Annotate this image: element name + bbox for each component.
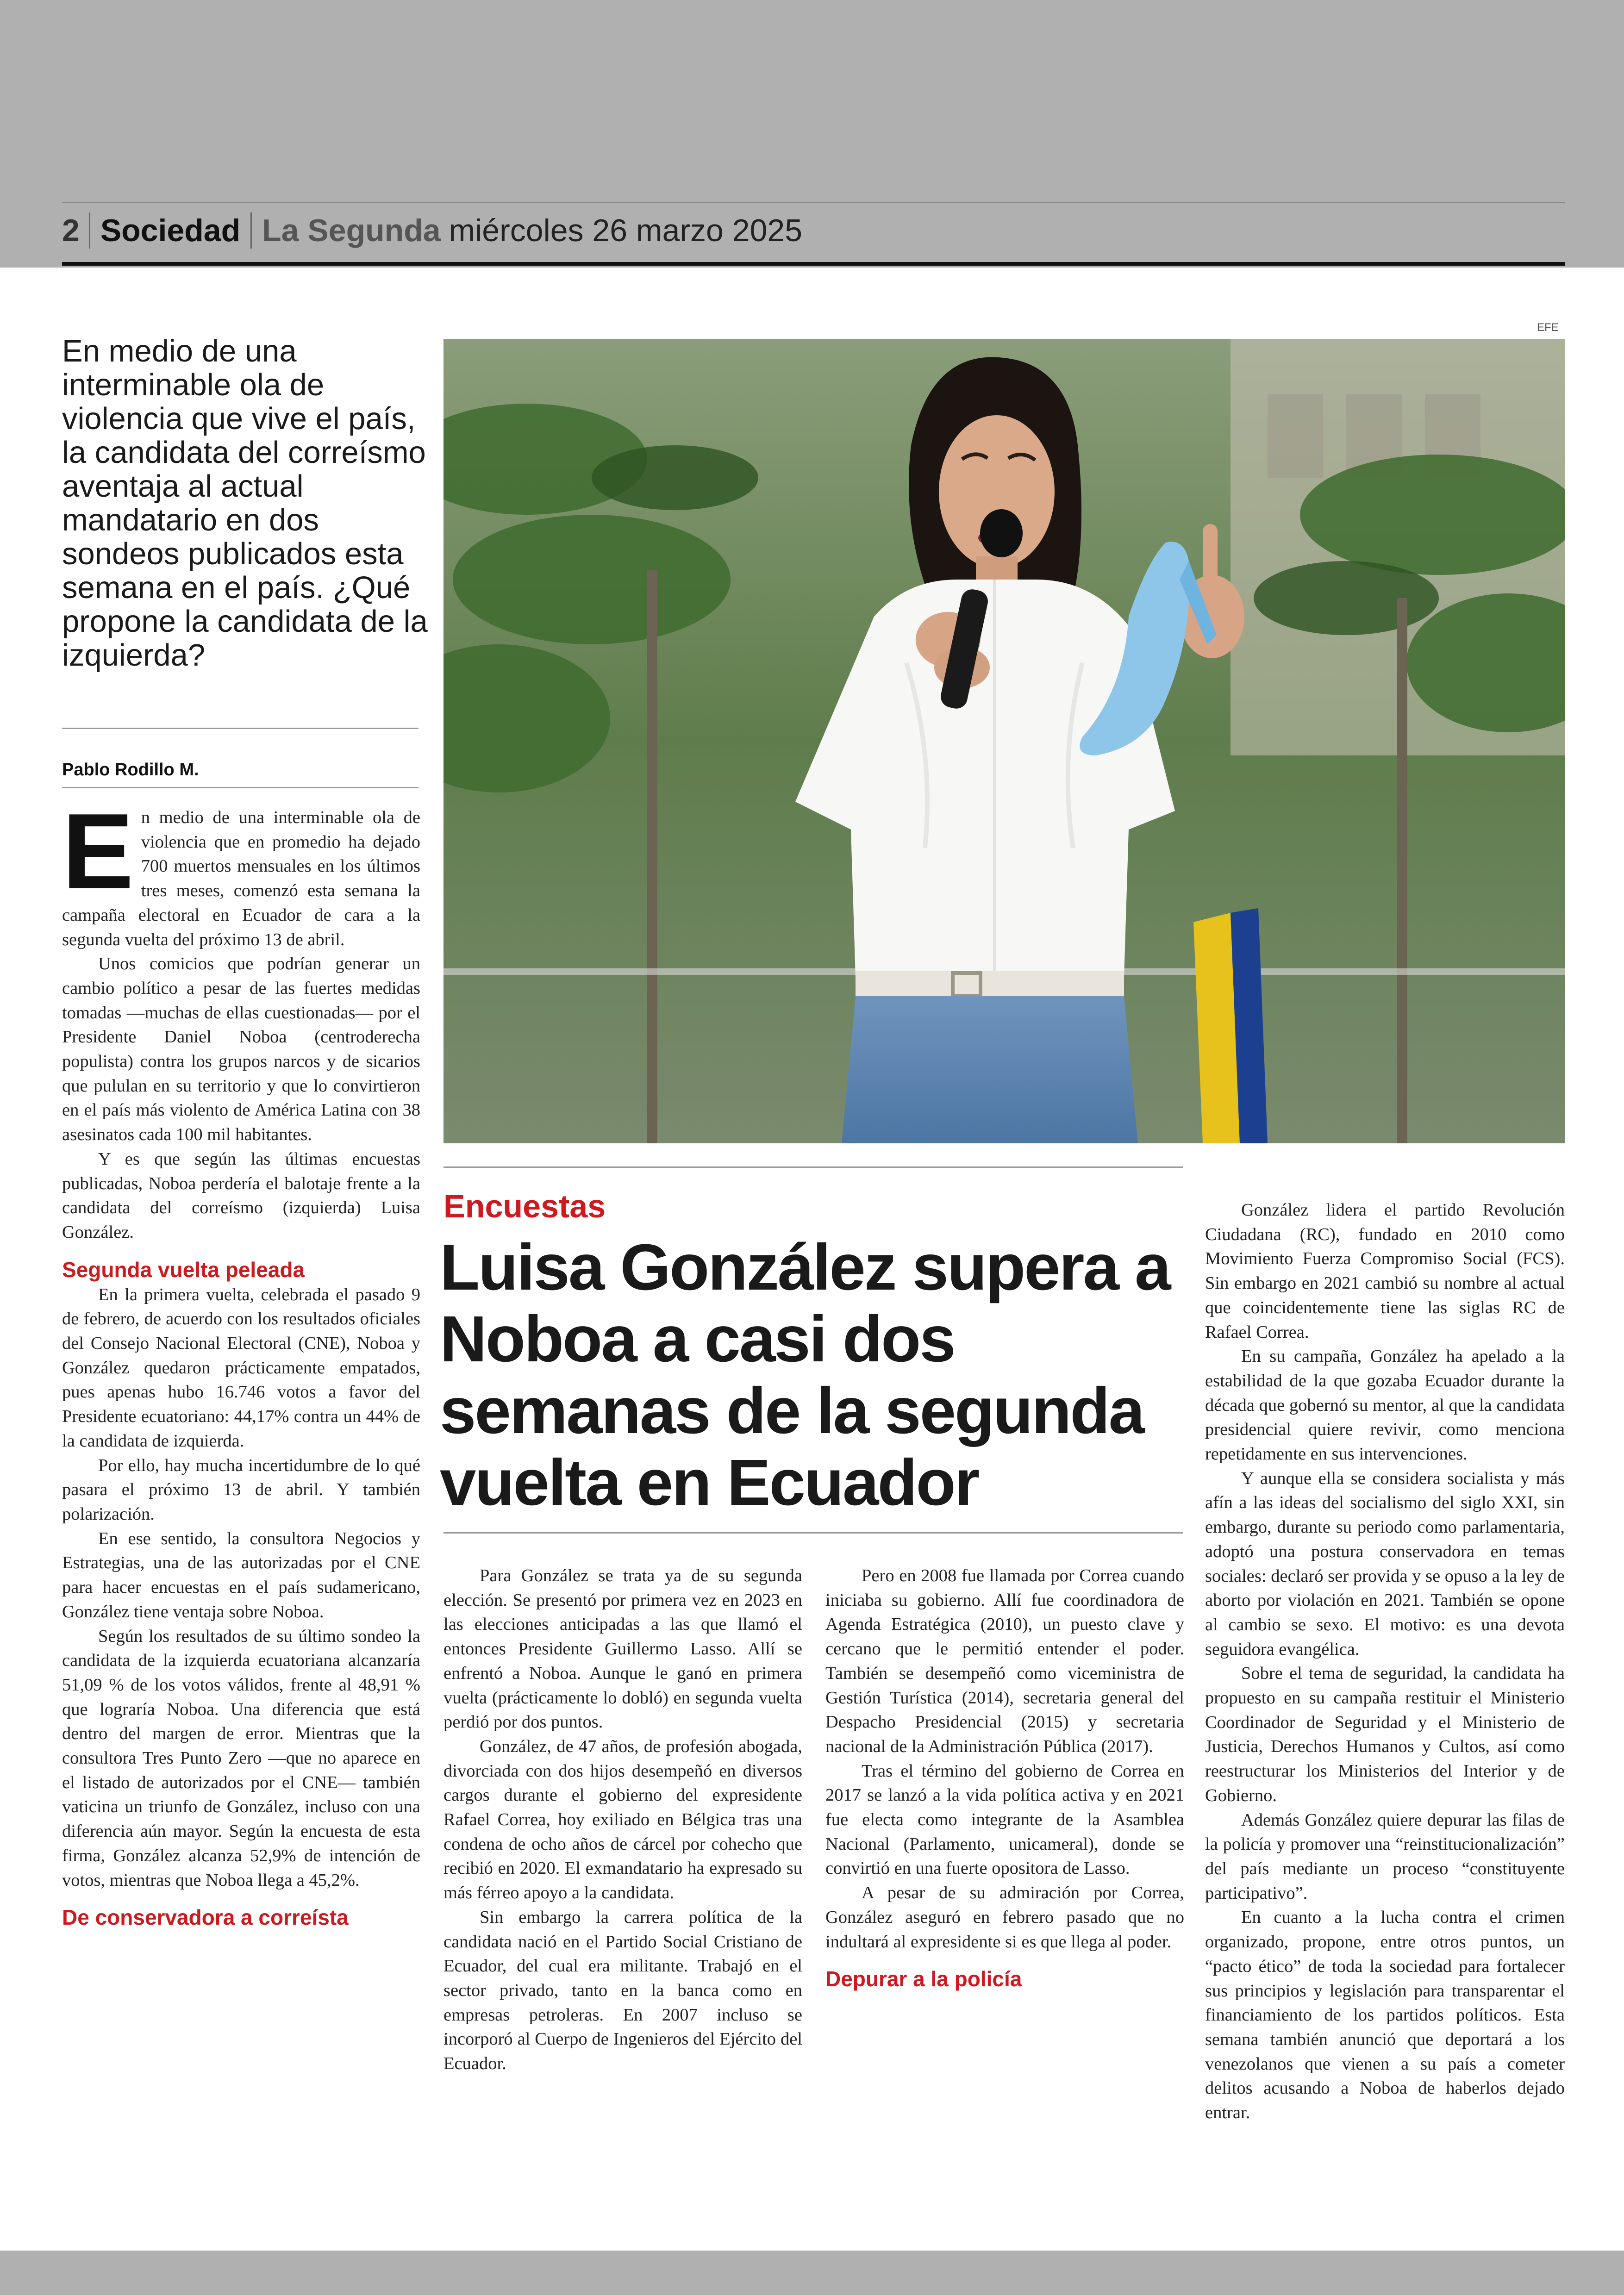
- header-top-rule: [62, 202, 1565, 203]
- issue-date: miércoles 26 marzo 2025: [449, 213, 803, 248]
- section-name: Sociedad: [90, 212, 252, 249]
- photo-credit: EFE: [1537, 321, 1559, 334]
- body-paragraph: En la primera vuelta, celebrada el pasado 9 de febrero, de acuerdo con los resultados oficiales del Consejo Nacional Electoral (CNE), Noboa y González quedaron prácticamente empatados, pues apenas hubo 16.746 votos a favor del Presidente ecuatoriano: 44,17% contra un 44% de la candidata de izquierda.: [62, 1285, 420, 1451]
- body-paragraph: Además González quiere depurar las filas de la policía y promover una “reinstitucionalización” del país mediante un proceso “constituyente participativo”.: [1205, 1810, 1565, 1903]
- byline: Pablo Rodillo M.: [62, 760, 199, 780]
- body-column-2: [443, 1564, 802, 2076]
- page-number: 2: [62, 212, 90, 249]
- headline: Luisa González supera a Noboa a casi dos semanas de la segunda vuelta en Ecuador: [440, 1230, 1170, 1519]
- body-paragraph: González, de 47 años, de profesión abogada, divorciada con dos hijos desempeñó en diversos cargos durante el gobierno del expresidente Rafael Correa, hoy exiliado en Bélgica tras una condena de ocho años de cárcel por cohecho que recibió en 2020. El exmandatario ha expresado su más férreo apoyo a la candidata.: [443, 1736, 802, 1903]
- body-paragraph: González lidera el partido Revolución Ciudadana (RC), fundado en 2010 como Movimiento Fuerza Compromiso Social (FCS). Sin embargo en 2021 cambió su nombre al actual que coincidentemente tiene las siglas RC de Rafael Correa.: [1205, 1200, 1565, 1342]
- body-column-1: [62, 792, 420, 1930]
- body-paragraph: Y aunque ella se considera socialista y más afín a las ideas del socialismo del siglo XXI, sin embargo, durante su periodo como parlamentaria, adoptó una postura conservadora en temas sociales: declaró ser provida y se opuso a la ley de aborto por violación en 2021. También se opone al cambio se sexo. El motivo: es una devota seguidora evangélica.: [1205, 1468, 1565, 1659]
- byline-rule: [62, 787, 418, 788]
- body-paragraph: En cuanto a la lucha contra el crimen organizado, propone, entre otros puntos, un “pacto ético” de toda la sociedad para fortalecer sus principios y legislación para transparentar el financiamiento de los partidos políticos. Esta semana también anunció que deportará a los venezolanos que vienen a su país a cometer delitos acusando a Noboa de haberlos dejado entrar.: [1205, 1908, 1565, 2123]
- page-header: [62, 208, 802, 253]
- lead-paragraph: En medio de una interminable ola de violencia que vive el país, la candidata del correísmo aventaja al actual mandatario en dos sondeos publicados esta semana en el país. ¿Qué propone la candidata de la izquierda?: [62, 334, 428, 673]
- bottom-margin-band: [0, 2251, 1624, 2295]
- lead-rule: [62, 728, 418, 729]
- body-paragraph: n medio de una interminable ola de violencia que en promedio ha dejado 700 muertos mensuales en los últimos tres meses, comenzó esta semana la campaña electoral en Ecuador de cara a la segunda vuelta del próximo 13 de abril.: [62, 808, 420, 949]
- body-column-3: [825, 1564, 1184, 1992]
- photo-bottom-rule: [443, 1166, 1183, 1168]
- body-paragraph: Tras el término del gobierno de Correa en 2017 se lanzó a la vida política activa y en 2021 fue electa como integrante de la Asamblea Nacional (Parlamento, unicameral), donde se convirtió en una fuerte opositora de Lasso.: [825, 1761, 1184, 1878]
- body-paragraph: En ese sentido, la consultora Negocios y Estrategias, una de las autorizadas por el CNE para hacer encuestas en el país sudamericano, González tiene ventaja sobre Noboa.: [62, 1528, 420, 1621]
- headline-rule: [443, 1532, 1183, 1534]
- article-photo: [443, 339, 1565, 1143]
- body-paragraph: Sobre el tema de seguridad, la candidata ha propuesto en su campaña restituir el Ministerio Coordinador de Seguridad y el Ministerio de Justicia, Derechos Humanos y Cultos, así como reestructurar los Ministerios del Interior y de Gobierno.: [1205, 1664, 1565, 1805]
- subheading: Depurar a la policía: [825, 1967, 1022, 1991]
- subheading: Segunda vuelta peleada: [62, 1257, 305, 1282]
- body-paragraph: Según los resultados de su último sondeo la candidata de la izquierda ecuatoriana alcanzaría 51,09 % de los votos válidos, frente al 48,91 % que lograría Noboa. Una diferencia que está dentro del margen de error. Mientras que la consultora Tres Punto Zero —que no aparece en el listado de autorizados por el CNE— también vaticina un triunfo de González, incluso con una diferencia aún mayor. Según la encuesta de esta firma, González alcanza 52,9% de intención de votos, mientras que Noboa llega a 45,2%.: [62, 1626, 420, 1890]
- drop-cap: E: [62, 792, 134, 911]
- header-bottom-rule: [62, 262, 1565, 266]
- body-paragraph: A pesar de su admiración por Correa, González aseguró en febrero pasado que no indultará al expresidente si es que llega al poder.: [825, 1883, 1184, 1952]
- body-paragraph: Pero en 2008 fue llamada por Correa cuando iniciaba su gobierno. Allí fue coordinadora de Agenda Estratégica (2010), un puesto clave y cercano que le permitió entender el poder. También se desempeñó como viceministra de Gestión Turística (2014), secretaria general del Despacho Presidencial (2015) y secretaria nacional de la Administración Pública (2017).: [825, 1566, 1184, 1756]
- body-paragraph: Y es que según las últimas encuestas publicadas, Noboa perdería el balotaje frente a la candidata del correísmo (izquierda) Luisa González.: [62, 1149, 420, 1242]
- body-column-4: [1205, 1198, 1565, 2125]
- body-paragraph: Sin embargo la carrera política de la candidata nació en el Partido Social Cristiano de Ecuador, del cual era militante. Trabajó en el sector privado, tanto en la banca como en empresas petroleras. En 2007 incluso se incorporó al Cuerpo de Ingenieros del Ejército del Ecuador.: [443, 1907, 802, 2074]
- newspaper-name: La Segunda: [262, 213, 441, 248]
- body-paragraph: Por ello, hay mucha incertidumbre de lo qué pasara el próximo 13 de abril. Y también polarización.: [62, 1455, 420, 1524]
- kicker: Encuestas: [443, 1188, 606, 1224]
- body-paragraph: Unos comicios que podrían generar un cambio político a pesar de las fuertes medidas tomadas —muchas de ellas cuestionadas— por el Presidente Daniel Noboa (centroderecha populista) contra los grupos narcos y de sicarios que pululan en su territorio y que lo convirtieron en el país más violento de América Latina con 38 asesinatos cada 100 mil habitantes.: [62, 954, 420, 1145]
- body-paragraph: En su campaña, González ha apelado a la estabilidad de la que gozaba Ecuador durante la década que gobernó su mentor, al que la candidata presidencial quiere revivir, como menciona repetidamente en sus intervenciones.: [1205, 1347, 1565, 1464]
- subheading: De conservadora a correísta: [62, 1905, 349, 1930]
- body-paragraph: Para González se trata ya de su segunda elección. Se presentó por primera vez en 2023 en las elecciones anticipadas a las que llamó el entonces Presidente Guillermo Lasso. Allí se enfrentó a Noboa. Aunque le ganó en primera vuelta (prácticamente lo dobló) en segunda vuelta perdió por dos puntos.: [443, 1566, 802, 1732]
